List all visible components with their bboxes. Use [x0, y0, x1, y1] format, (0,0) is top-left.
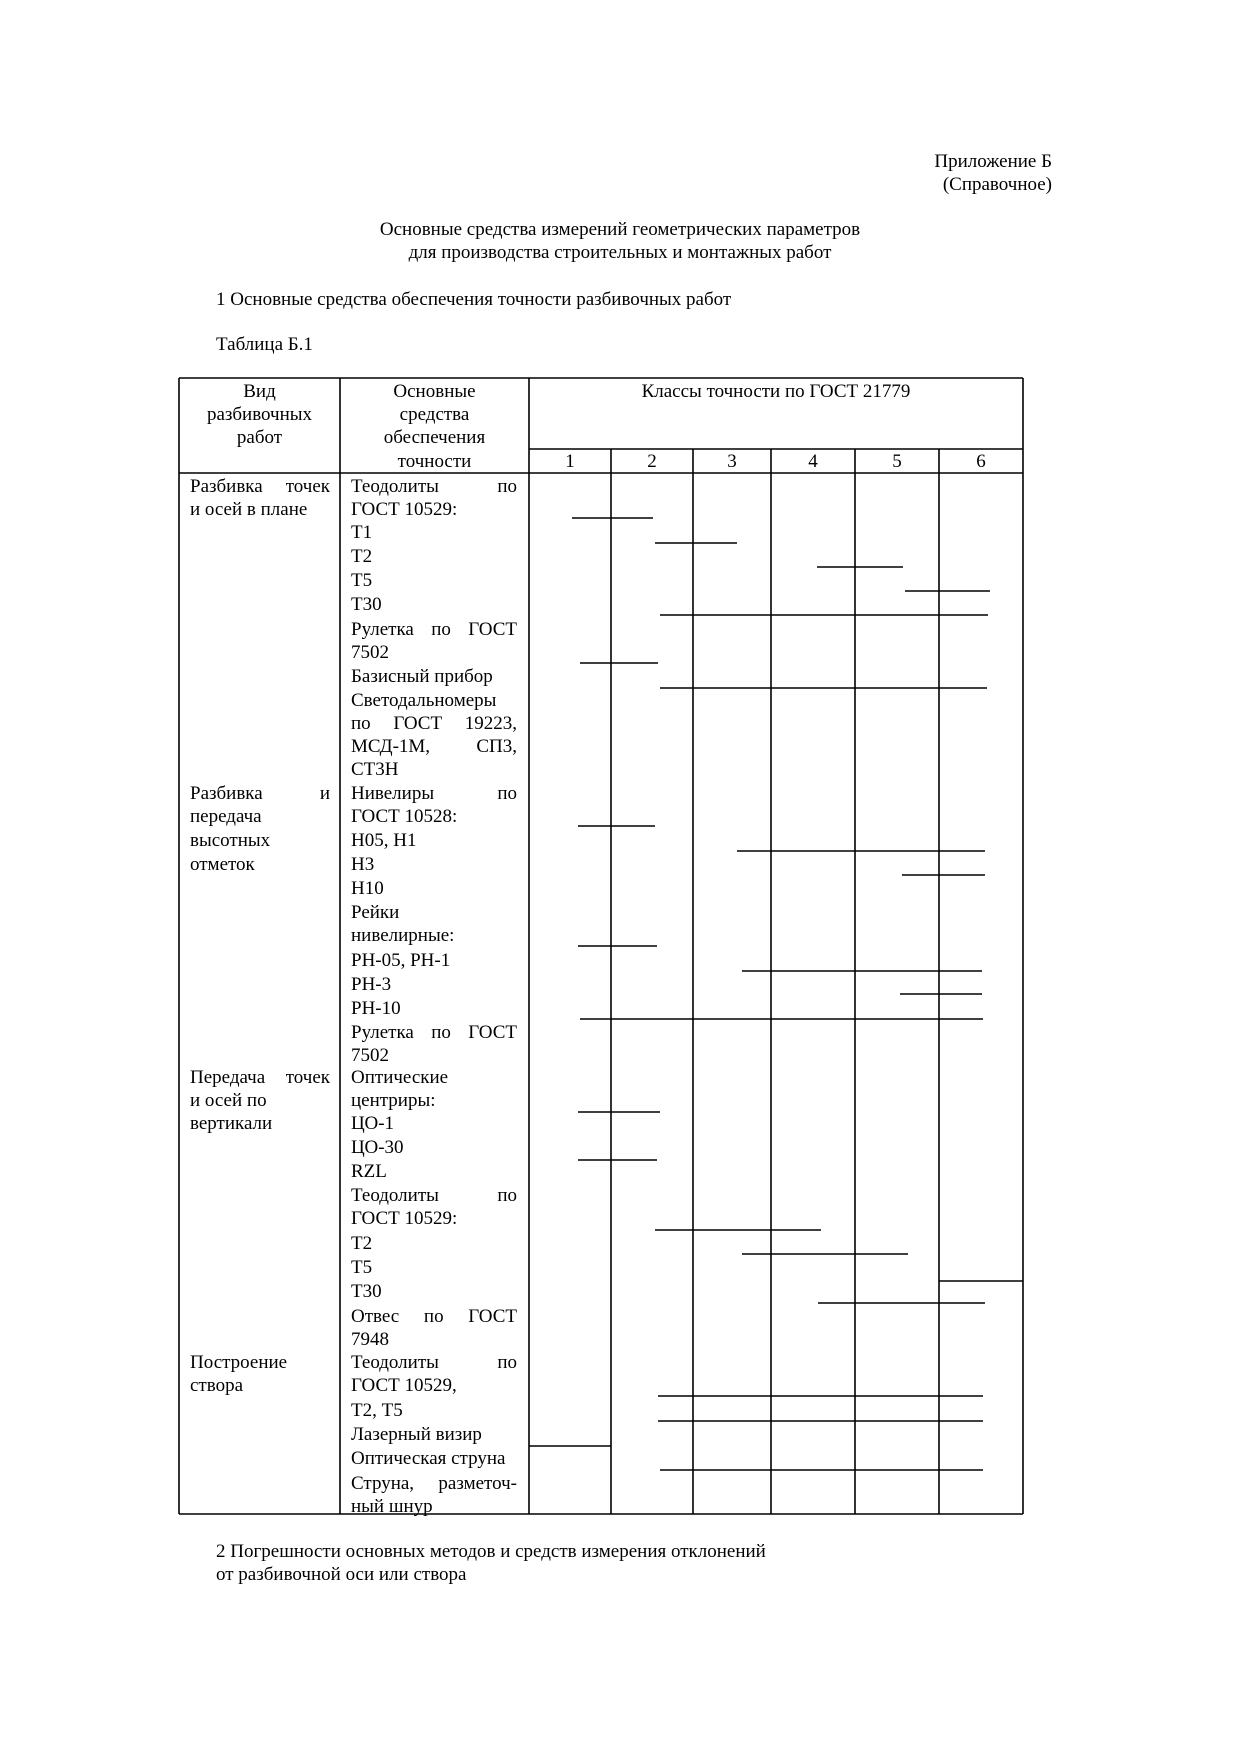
work-type-line: вертикали	[190, 1113, 273, 1134]
work-type-line: передача	[190, 806, 262, 827]
appendix-label: Приложение Б	[934, 151, 1052, 172]
header-precision-classes: Классы точности по ГОСТ 21779	[641, 381, 911, 402]
reference-label: (Справочное)	[942, 174, 1052, 195]
instrument-line: Оптическая струна	[351, 1448, 506, 1469]
instrument-line: Теодолиты по	[351, 476, 517, 497]
instrument-line: РН-10	[351, 998, 401, 1019]
instrument-line: Струна, разметоч-	[351, 1473, 517, 1494]
header-instruments-line: обеспечения	[383, 427, 486, 448]
instrument-line: Отвес по ГОСТ	[351, 1306, 517, 1327]
document-title-line1: Основные средства измерений геометрических параметров	[379, 219, 861, 240]
work-type-line: высотных	[190, 830, 271, 851]
work-type-line: Передача точек	[190, 1067, 330, 1088]
instrument-line: Т5	[351, 1257, 373, 1278]
instrument-line: 7502	[351, 642, 389, 663]
instrument-line: ГОСТ 10529:	[351, 1208, 458, 1229]
instrument-line: Т30	[351, 594, 382, 615]
instrument-line: Т5	[351, 570, 373, 591]
instrument-line: Светодальномеры	[351, 690, 497, 711]
instrument-line: Рулетка по ГОСТ	[351, 619, 517, 640]
work-type-line: Разбивка точек	[190, 476, 330, 497]
instrument-line: Н10	[351, 878, 384, 899]
instrument-line: ный шнур	[351, 1496, 433, 1517]
work-type-line: и осей в плане	[190, 499, 308, 520]
work-type-line: створа	[190, 1375, 244, 1396]
instrument-line: Н3	[351, 854, 375, 875]
instrument-line: Базисный прибор	[351, 666, 493, 687]
instrument-line: центриры:	[351, 1090, 436, 1111]
instrument-line: Нивелиры по	[351, 783, 517, 804]
instrument-line: ГОСТ 10529:	[351, 499, 458, 520]
instrument-line: ЦО-1	[351, 1113, 395, 1134]
instrument-line: РН-05, РН-1	[351, 950, 451, 971]
header-class-1: 1	[565, 451, 575, 472]
header-class-3: 3	[727, 451, 737, 472]
instrument-line: Т1	[351, 522, 373, 543]
instrument-line: Оптические	[351, 1067, 449, 1088]
instrument-line: РН-3	[351, 974, 392, 995]
instrument-line: ГОСТ 10528:	[351, 806, 458, 827]
header-instruments-line: средства	[399, 404, 470, 425]
instrument-line: 7948	[351, 1329, 389, 1350]
instrument-line: ЦО-30	[351, 1137, 404, 1158]
work-type-line: Разбивка и	[190, 783, 330, 804]
instrument-line: RZL	[351, 1161, 387, 1182]
document-title-line2: для производства строительных и монтажных работ	[408, 242, 832, 263]
header-class-6: 6	[976, 451, 986, 472]
section2-heading-line2: от разбивочной оси или створа	[216, 1564, 467, 1585]
instrument-line: Н05, Н1	[351, 830, 417, 851]
header-instruments-line: Основные	[393, 381, 476, 402]
work-type-line: Построение	[190, 1352, 288, 1373]
instrument-line: Рейки	[351, 902, 400, 923]
instrument-line: Теодолиты по	[351, 1185, 517, 1206]
header-class-5: 5	[892, 451, 902, 472]
instrument-line: Лазерный визир	[351, 1424, 482, 1445]
instrument-line: СТ3Н	[351, 759, 399, 780]
header-class-4: 4	[808, 451, 818, 472]
instrument-line: МСД-1М, СП3,	[351, 736, 517, 757]
instrument-line: Теодолиты по	[351, 1352, 517, 1373]
work-type-line: и осей по	[190, 1090, 267, 1111]
section2-heading-line1: 2 Погрешности основных методов и средств измерения отклонений	[216, 1541, 766, 1562]
section1-heading: 1 Основные средства обеспечения точности разбивочных работ	[216, 289, 732, 310]
instrument-line: по ГОСТ 19223,	[351, 713, 517, 734]
instrument-line: Т2	[351, 1233, 373, 1254]
instrument-line: нивелирные:	[351, 925, 455, 946]
instrument-line: Рулетка по ГОСТ	[351, 1022, 517, 1043]
table-caption: Таблица Б.1	[216, 334, 313, 355]
header-class-2: 2	[647, 451, 657, 472]
work-type-line: отметок	[190, 854, 255, 875]
instrument-line: ГОСТ 10529,	[351, 1375, 457, 1396]
instrument-line: Т2, Т5	[351, 1400, 403, 1421]
header-work-type-line: разбивочных	[206, 404, 313, 425]
header-work-type-line: Вид	[243, 381, 276, 402]
header-work-type-line: работ	[236, 427, 283, 448]
instrument-line: Т2	[351, 546, 373, 567]
header-instruments-line: точности	[397, 451, 472, 472]
instrument-line: Т30	[351, 1281, 382, 1302]
instrument-line: 7502	[351, 1045, 389, 1066]
